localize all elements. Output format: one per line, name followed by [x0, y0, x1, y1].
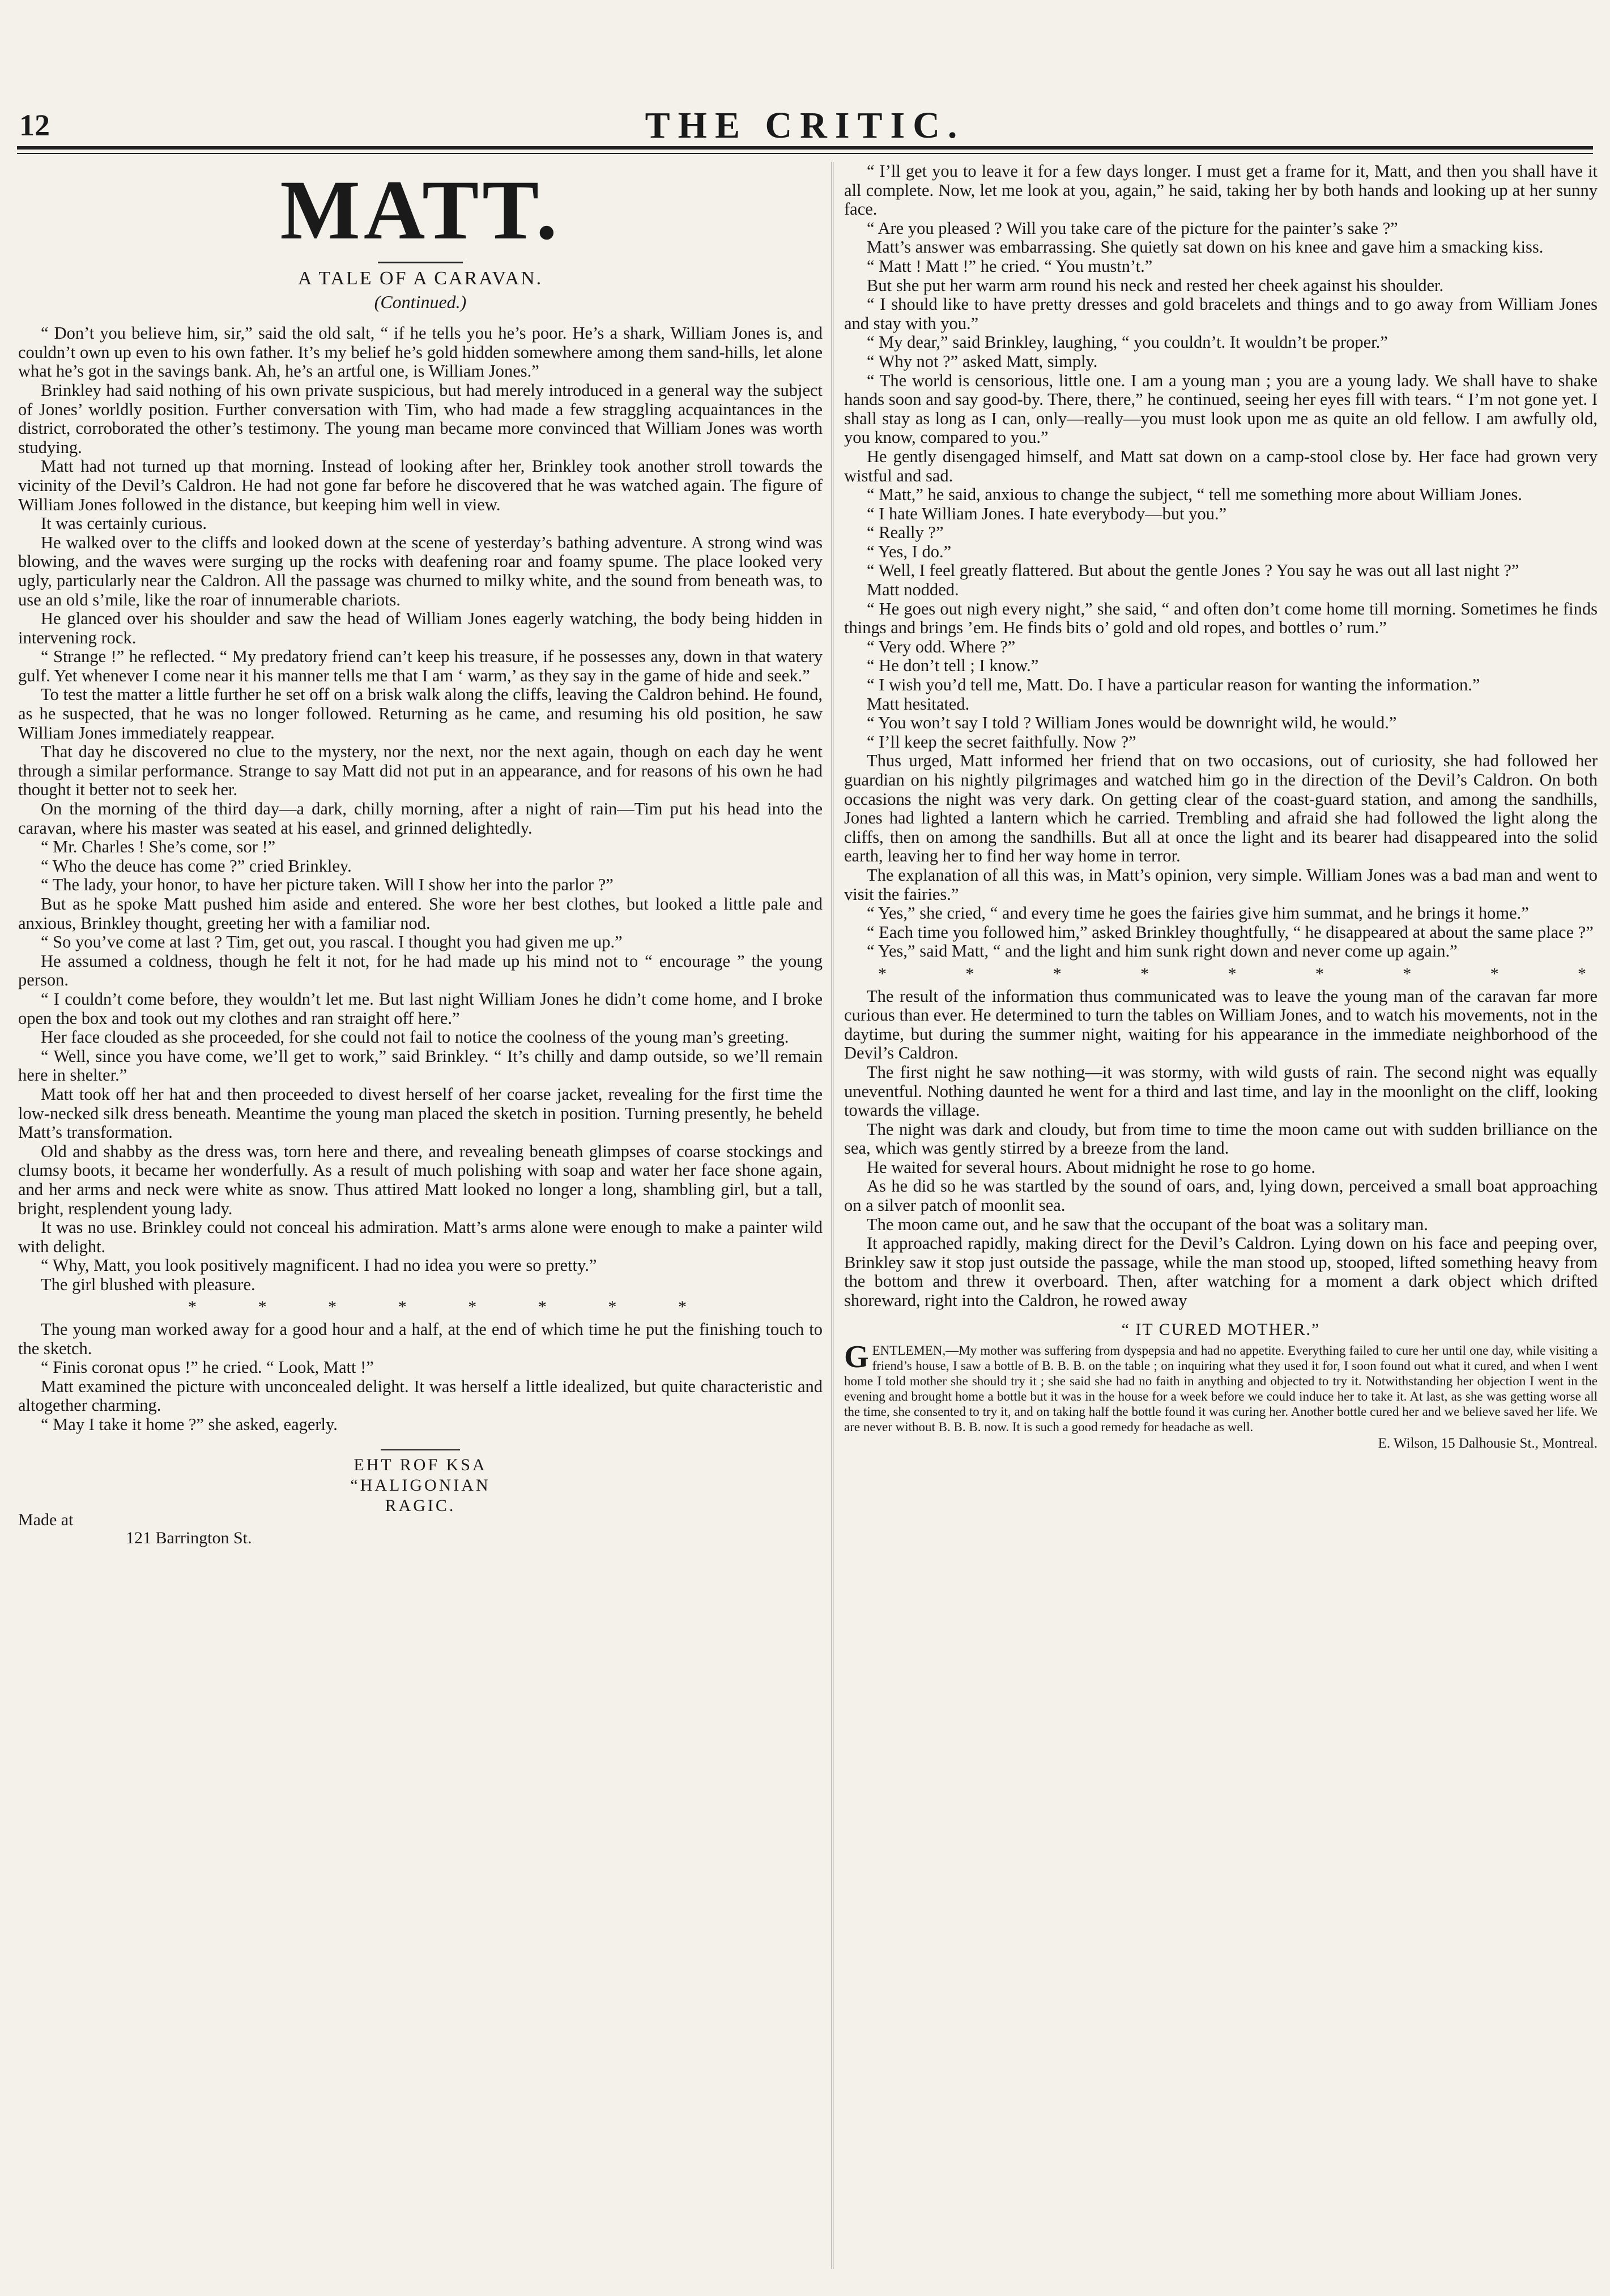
story-paragraph: On the morning of the third day—a dark, chilly morning, after a night of rain—Tim put his head into the caravan, where his master was seated at his easel, and grinned delightedly. [18, 799, 823, 838]
story-paragraph: Matt nodded. [867, 580, 959, 600]
story-paragraph: The moon came out, and he saw that the occupant of the boat was a solitary man. [867, 1214, 1428, 1234]
story-paragraph: That day he discovered no clue to the mystery, nor the next, nor the next again, though on each day he went through a similar performance. Strange to say Matt did not put in an appearance, and for reasons of his own he had thought it better not to seek her. [18, 742, 823, 800]
column-divider [832, 162, 833, 2269]
right-body-part-2 [844, 987, 1598, 1311]
story-paragraph: “ You won’t say I told ? William Jones would be downright wild, he would.” [867, 713, 1397, 733]
ad-line-2: “HALIGONIAN [350, 1475, 491, 1495]
story-paragraph: “ Each time you followed him,” asked Brinkley thoughtfully, “ he disappeared at about the same place ?” [867, 922, 1594, 942]
story-paragraph: “ Why not ?” asked Matt, simply. [867, 351, 1098, 371]
advertisement [18, 1449, 823, 1546]
testimonial-ad [844, 1322, 1598, 1451]
story-paragraph: “ Are you pleased ? Will you take care of the picture for the painter’s sake ?” [867, 218, 1398, 238]
story-paragraph: But she put her warm arm round his neck and rested her cheek against his shoulder. [867, 275, 1444, 295]
story-paragraph: “ May I take it home ?” she asked, eagerly. [41, 1415, 338, 1435]
story-paragraph: Matt’s answer was embarrassing. She quietly sat down on his knee and gave him a smacking kiss. [867, 237, 1544, 257]
ad-address: 121 Barrington St. [126, 1528, 252, 1547]
masthead-rule [17, 146, 1593, 150]
story-paragraph: “ I couldn’t come before, they wouldn’t let me. But last night William Jones he didn’t come home, and I broke open the box and took out my clothes and ran straight off here.” [18, 989, 823, 1028]
story-paragraph: Matt took off her hat and then proceeded to divest herself of her coarse jacket, revealing for the first time the low-necked silk dress beneath. Meantime the young man placed the sketch in position. Turning presently, he beheld Matt’s transformation. [18, 1084, 823, 1142]
right-body-part-1 [844, 162, 1598, 961]
story-paragraph: “ Don’t you believe him, sir,” said the old salt, “ if he tells you he’s poor. He’s a shark, William Jones is, and couldn’t own up even to his own father. It’s my belief he’s gold hidden somewhere among them sand-hills, let alone what he’s got in the savings bank. Ah, he’s an artful one, is William Jones.” [18, 323, 823, 381]
masthead-title: THE CRITIC. [645, 105, 965, 146]
story-paragraph: “ So you’ve come at last ? Tim, get out, you rascal. I thought you had given me up.” [41, 932, 623, 952]
story-paragraph: “ Yes,” she cried, “ and every time he goes the fairies give him summat, and he brings it home.” [867, 903, 1529, 923]
story-paragraph: Brinkley had said nothing of his own private suspicious, but had merely introduced in a general way the subject of Jones’ worldly position. Further conversation with Tim, who had made a few straggling acquaintances in the district, corroborated the other’s testimony. The young man became more convinced that William Jones was worth studying. [18, 380, 823, 457]
story-paragraph: It was no use. Brinkley could not conceal his admiration. Matt’s arms alone were enough to make a painter wild with delight. [18, 1218, 823, 1256]
story-paragraph: The girl blushed with pleasure. [41, 1274, 255, 1294]
story-paragraph: “ I wish you’d tell me, Matt. Do. I have a particular reason for wanting the information.” [867, 675, 1480, 695]
story-paragraph: Matt examined the picture with unconcealed delight. It was herself a little idealized, but quite characteristic and altogether charming. [18, 1376, 823, 1415]
story-paragraph: He assumed a coldness, though he felt it not, for he had made up his mind not to “ encourage ” the young person. [18, 951, 823, 990]
right-column [844, 162, 1598, 1451]
story-paragraph: As he did so he was startled by the sound of oars, and, lying down, perceived a small boat approaching on a silver patch of moonlit sea. [844, 1176, 1598, 1215]
ad-line-3: RAGIC. [385, 1496, 456, 1515]
left-column [18, 162, 823, 1546]
story-paragraph: The result of the information thus communicated was to leave the young man of the caravan far more curious than ever. He determined to turn the tables on William Jones, and to watch his movements, not in the daytime, but during the summer night, waiting for his appearance in the immediate neighborhood of the Devil’s Caldron. [844, 986, 1598, 1063]
testimonial-text: ENTLEMEN,—My mother was suffering from dyspepsia and had no appetite. Everything failed to cure her until one day, while visiting a friend’s house, I saw a bottle of B. B. B. on the table ; on inquiring what they used it for, I soon found out what it cured, and when I went home I told mother she should try it ; she said she had no faith in anything and objected to try it. Notwithstanding her objection I went in the evening and brought home a bottle but it was in the house for a week before we could induce her to take it. At last, as she was getting worse all the time, she consented to try it, and on taking half the bottle found it was curing her. Another bottle cured her and we believe saved her life. We are never without B. B. B. now. It is such a good remedy for headache as well. [844, 1343, 1598, 1434]
story-paragraph: Matt had not turned up that morning. Instead of looking after her, Brinkley took another stroll towards the vicinity of the Devil’s Caldron. He had not gone far before he discovered that he was watched again. The figure of William Jones followed in the distance, but keeping him well in view. [18, 456, 823, 514]
story-paragraph: The night was dark and cloudy, but from time to time the moon came out with sudden brilliance on the sea, which was gently stirred by a breeze from the land. [844, 1119, 1598, 1158]
story-paragraph: But as he spoke Matt pushed him aside and entered. She wore her best clothes, but looked a little pale and anxious, Brinkley thought, greeting her with a familiar nod. [18, 894, 823, 933]
ad-line-1: EHT ROF KSA [353, 1455, 487, 1474]
story-paragraph: “ My dear,” said Brinkley, laughing, “ you couldn’t. It wouldn’t be proper.” [867, 332, 1388, 352]
story-paragraph: “ He goes out nigh every night,” she said, “ and often don’t come home till morning. Sometimes he finds things and brings ’em. He finds bits o’ gold and old ropes, and bottles o’ rum.” [844, 599, 1598, 638]
story-paragraph: “ Well, since you have come, we’ll get to work,” said Brinkley. “ It’s chilly and damp outside, so we’ll remain here in shelter.” [18, 1046, 823, 1085]
title-rule [378, 262, 463, 263]
story-paragraph: He glanced over his shoulder and saw the head of William Jones eagerly watching, the body being hidden in intervening rock. [18, 609, 823, 647]
testimonial-title: “ IT CURED MOTHER.” [1121, 1320, 1321, 1339]
story-paragraph: He walked over to the cliffs and looked down at the scene of yesterday’s bathing adventure. A strong wind was blowing, and the waves were surging up the rocks with deafening roar and foamy spume. The place looked very ugly, particularly near the Caldron. All the passage was churned to milky white, and the sound from beneath was, to use an old s’mile, like the roar of innumerable chariots. [18, 532, 823, 609]
story-title: MATT. [280, 163, 561, 257]
story-paragraph: “ Why, Matt, you look positively magnificent. I had no idea you were so pretty.” [41, 1256, 597, 1275]
story-paragraph: To test the matter a little further he set off on a brisk walk along the cliffs, leaving the Caldron behind. He found, as he suspected, that he was no longer followed. Returning as he came, and resuming his old position, he saw William Jones immediately reappear. [18, 685, 823, 742]
testimonial-body [844, 1339, 1598, 1435]
story-paragraph: “ Finis coronat opus !” he cried. “ Look, Matt !” [41, 1358, 374, 1377]
story-subtitle: A TALE OF A CARAVAN. [297, 268, 543, 289]
story-paragraph: “ I hate William Jones. I hate everybody—but you.” [867, 503, 1227, 523]
story-paragraph: “ Very odd. Where ?” [867, 637, 1016, 656]
story-paragraph: It was certainly curious. [41, 514, 207, 534]
story-paragraph: Her face clouded as she proceeded, for she could not fail to notice the coolness of the young man’s greeting. [41, 1027, 789, 1047]
story-paragraph: He waited for several hours. About midnight he rose to go home. [867, 1157, 1315, 1177]
story-paragraph: “ Well, I feel greatly flattered. But about the gentle Jones ? You say he was out all last night ?” [867, 561, 1519, 581]
continued-label: (Continued.) [374, 291, 467, 312]
left-body-part-1 [18, 324, 823, 1294]
story-paragraph: “ I’ll get you to leave it for a few days longer. I must get a frame for it, Matt, and then you shall have it all complete. Now, let me look at you, again,” he said, taking her by both hands and looking up at her sunny face. [844, 161, 1598, 219]
story-paragraph: Thus urged, Matt informed her friend that on two occasions, out of curiosity, she had followed her guardian on his nightly pilgrimages and watched him go in the direction of the Devil’s Caldron. On both occasions the night was very dark. On getting clear of the coast-guard station, and among the sandhills, Jones had lighted a lantern which he carried. Trembling and afraid she had followed the light along the cliffs, then on among the sandhills. But all at once the light and its bearer had disappeared into the solid earth, leaving her to find her way home in terror. [844, 751, 1598, 866]
section-break-stars: * * * * * * * * [188, 1298, 687, 1317]
story-paragraph: “ The world is censorious, little one. I am a young man ; you are a young lady. We shall have to shake hands soon and say good-by. There, there,” he continued, seeing her eyes fill with tears. “ I’m not gone yet. I shall stay as long as I can, only—really—you must look upon me as quite an old fellow. I am awfully old, you know, compared to you.” [844, 370, 1598, 447]
story-paragraph: “ The lady, your honor, to have her picture taken. Will I show her into the parlor ?” [41, 875, 614, 895]
testimonial-signature: E. Wilson, 15 Dalhousie St., Montreal. [1378, 1435, 1598, 1451]
ad-rule [381, 1449, 460, 1450]
page-number: 12 [19, 108, 50, 142]
story-paragraph: The young man worked away for a good hour and a half, at the end of which time he put the finishing touch to the sketch. [18, 1320, 823, 1358]
story-paragraph: “ Yes,” said Matt, “ and the light and him sunk right down and never come up again.” [867, 941, 1458, 961]
testimonial-dropcap: G [844, 1339, 869, 1375]
masthead-rule-thin [17, 153, 1593, 154]
story-paragraph: “ I’ll keep the secret faithfully. Now ?” [867, 732, 1136, 752]
story-paragraph: Matt hesitated. [867, 694, 970, 714]
story-paragraph: The first night he saw nothing—it was stormy, with wild gusts of rain. The second night was equally uneventful. Nothing daunted he went for a third and last time, and lay in the moonlight on the cliff, looking towards the village. [844, 1062, 1598, 1120]
left-body-part-2 [18, 1320, 823, 1435]
story-paragraph: “ Yes, I do.” [867, 541, 952, 561]
story-paragraph: “ Mr. Charles ! She’s come, sor !” [41, 837, 276, 857]
story-paragraph: “ Who the deuce has come ?” cried Brinkley. [41, 856, 352, 876]
story-paragraph: “ Strange !” he reflected. “ My predatory friend can’t keep his treasure, if he possesses any, down in that watery gulf. Yet whenever I come near it his manner tells me that I am ‘ warm,’ as they say in the game of hide and seek.” [18, 647, 823, 685]
ad-made-at: Made at [18, 1510, 74, 1529]
story-paragraph: “ I should like to have pretty dresses and gold bracelets and things and to go away from William Jones and stay with you.” [844, 295, 1598, 333]
section-break-stars-right: * * * * * * * * * [878, 964, 1586, 983]
story-paragraph: “ Matt ! Matt !” he cried. “ You mustn’t.” [867, 256, 1153, 276]
story-paragraph: The explanation of all this was, in Matt’s opinion, very simple. William Jones was a bad man and went to visit the fairies.” [844, 865, 1598, 904]
story-paragraph: “ He don’t tell ; I know.” [867, 656, 1039, 676]
story-paragraph: It approached rapidly, making direct for the Devil’s Caldron. Lying down on his face and peeping over, Brinkley saw it stop just outside the passage, while the man stood up, stooped, lifted something heavy from the bottom and threw it overboard. Then, after watching for a moment a dark object which drifted shoreward, right into the Caldron, he rowed away [844, 1234, 1598, 1311]
story-paragraph: Old and shabby as the dress was, torn here and there, and revealing beneath glimpses of coarse stockings and clumsy boots, it became her wonderfully. As a result of much polishing with soap and water her face shone again, and her arms and neck were white as snow. Thus attired Matt looked no longer a long, shambling girl, but a tall, bright, resplendent young lady. [18, 1141, 823, 1218]
story-paragraph: He gently disengaged himself, and Matt sat down on a camp-stool close by. Her face had grown very wistful and sad. [844, 446, 1598, 485]
story-paragraph: “ Really ?” [867, 523, 944, 543]
story-paragraph: “ Matt,” he said, anxious to change the subject, “ tell me something more about William Jones. [867, 485, 1522, 505]
